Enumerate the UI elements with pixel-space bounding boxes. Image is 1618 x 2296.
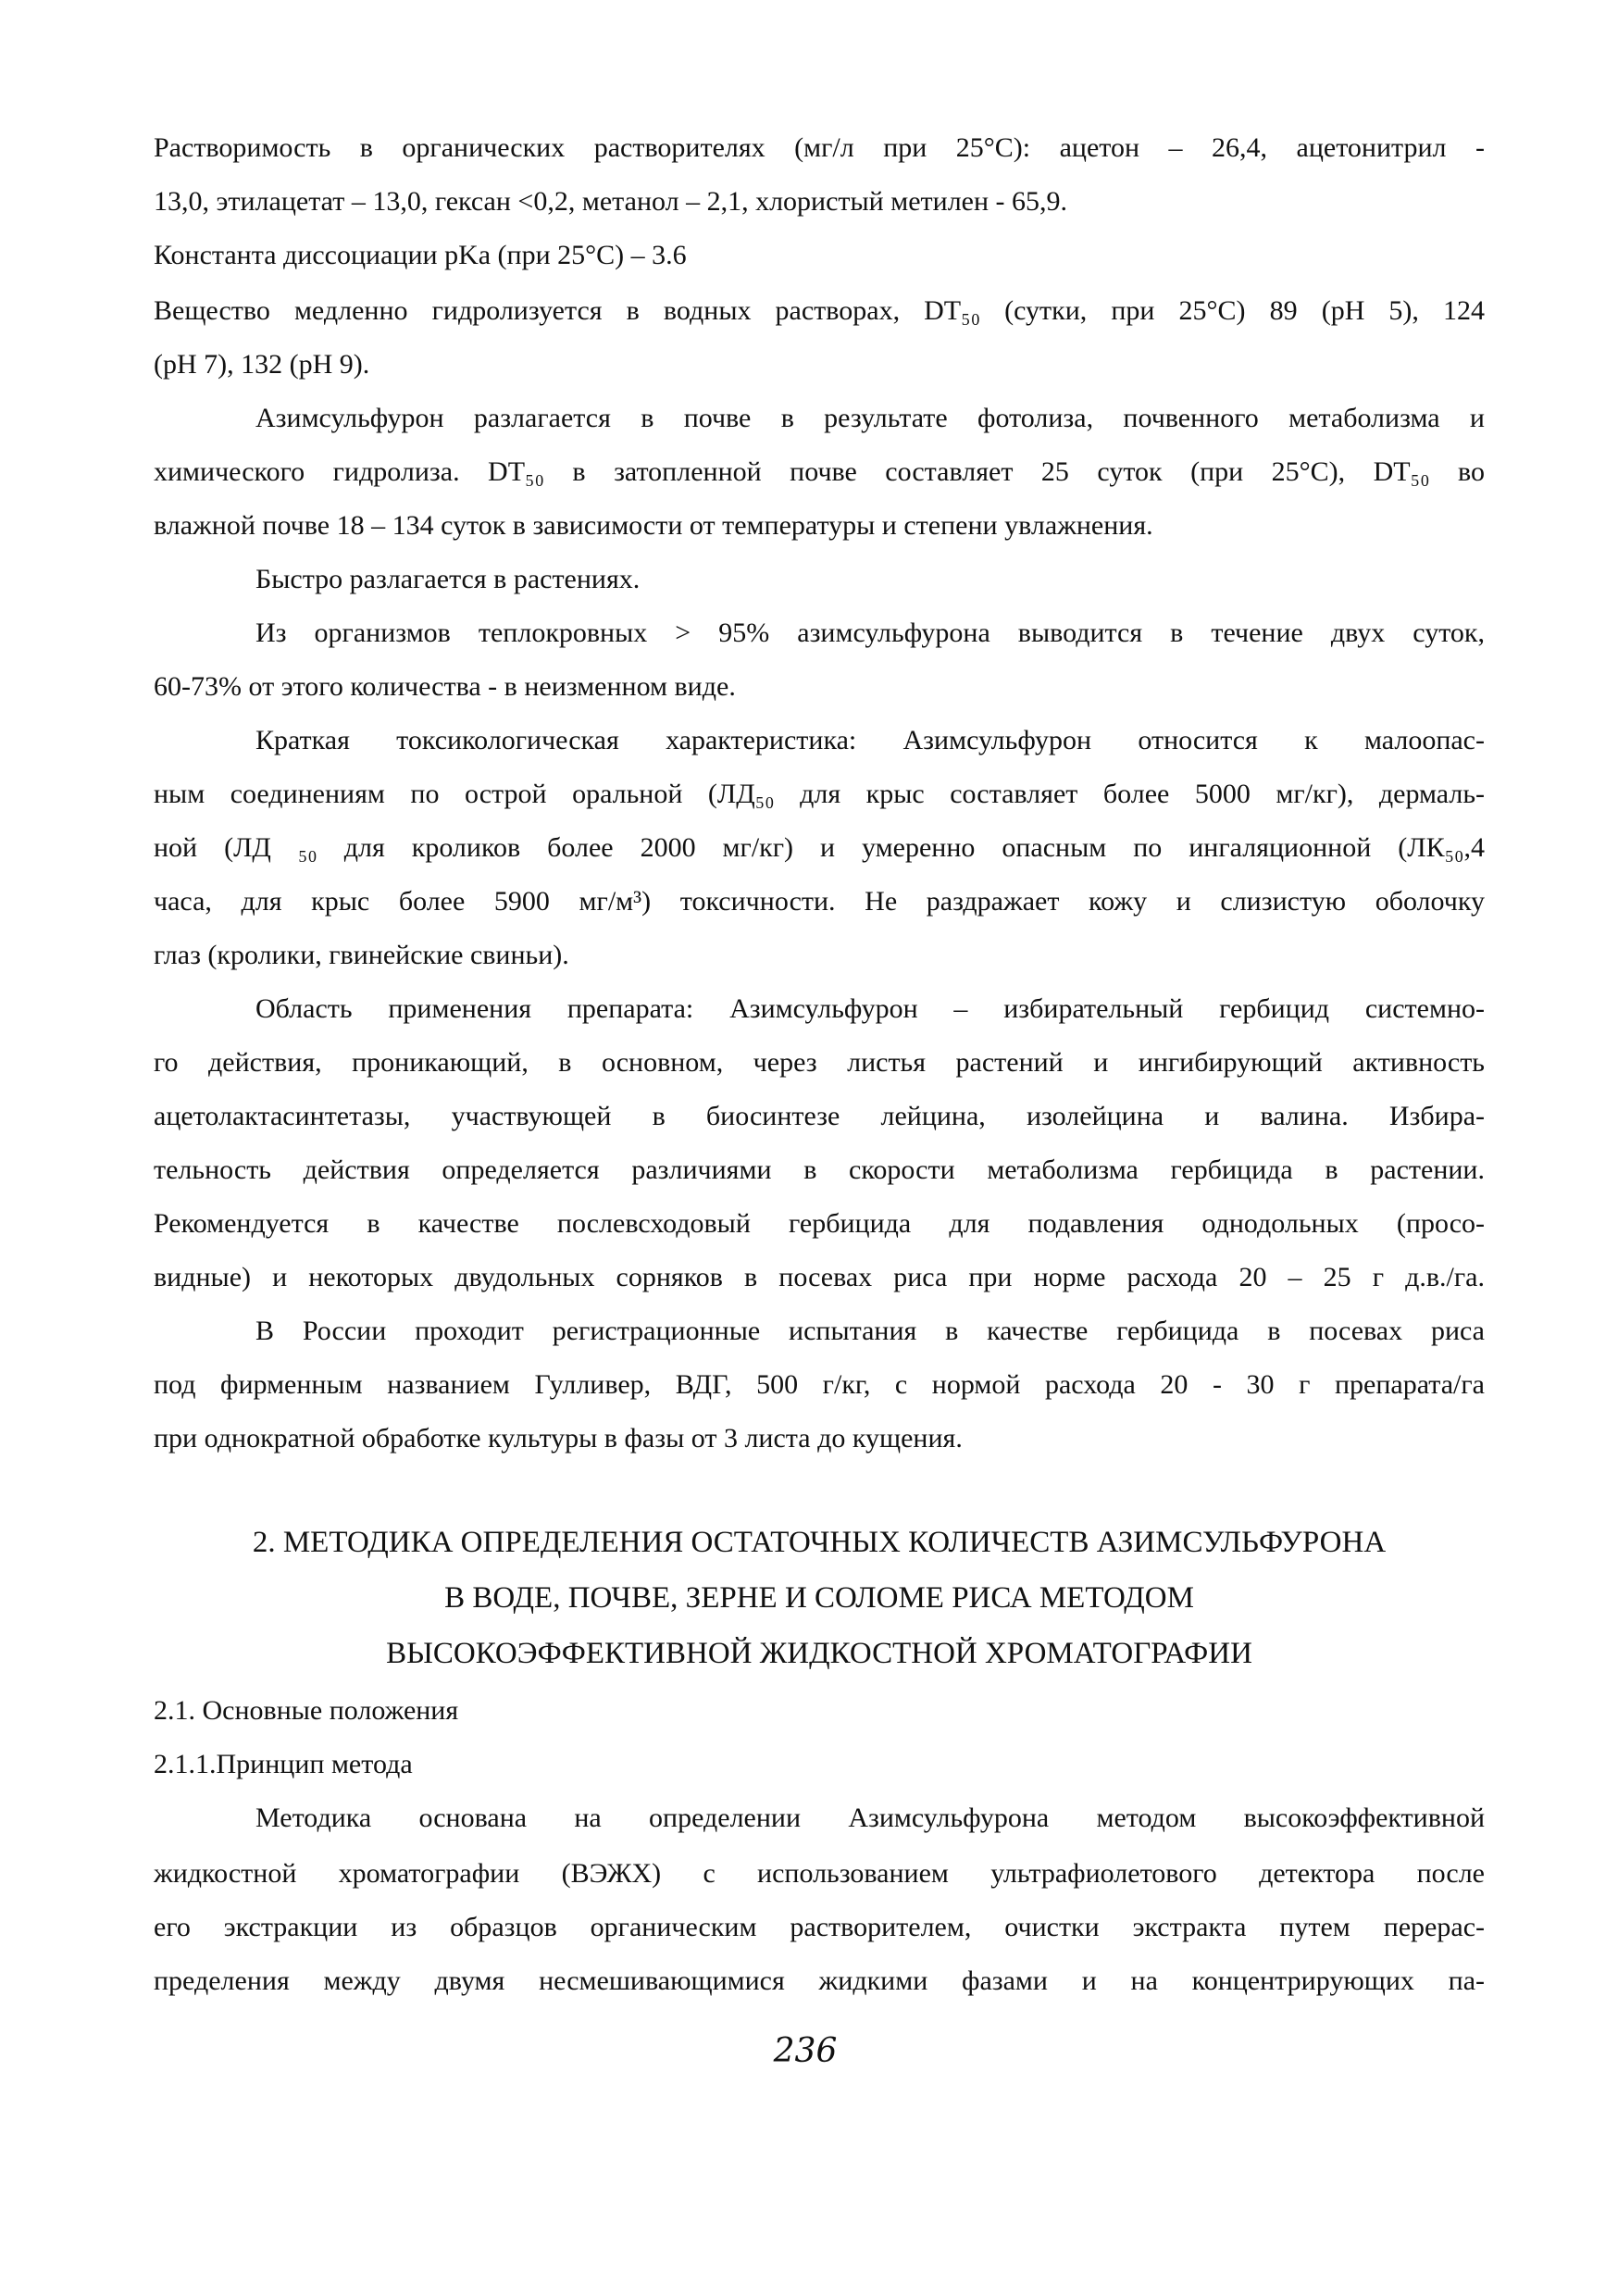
text-line: Методика основана на определении Азимсульфурона методом высокоэффективной [255, 1803, 1485, 1833]
text-line: влажной почве 18 – 134 суток в зависимости от температуры и степени увлажнения. [154, 510, 1153, 541]
text-line: ацетолактасинтетазы, участвующей в биосинтезе лейцина, изолейцина и валина. Избира- [154, 1101, 1485, 1131]
text-line: Быстро разлагается в растениях. [255, 564, 641, 594]
text-line: ным соединениям по острой оральной (ЛД₅₀ для крыс составляет более 5000 мг/кг), дермаль- [154, 779, 1485, 809]
text-line: Растворимость в органических растворителях (мг/л при 25°С): ацетон – 26,4, ацетонитрил - [154, 132, 1485, 163]
section-heading: ВЫСОКОЭФФЕКТИВНОЙ ЖИДКОСТНОЙ ХРОМАТОГРАФИИ [386, 1637, 1252, 1670]
text-line: 13,0, этилацетат – 13,0, гексан <0,2, метанол – 2,1, хлористый метилен - 65,9. [154, 186, 1068, 217]
text-line: Вещество медленно гидролизуется в водных растворах, DT₅₀ (сутки, при 25°С) 89 (рН 5), 124 [154, 295, 1485, 326]
text-line: Константа диссоциации pKa (при 25°С) – 3.6 [154, 240, 687, 270]
text-line: го действия, проникающий, в основном, через листья растений и ингибирующий активность [154, 1047, 1485, 1078]
text-line: его экстракции из образцов органическим растворителем, очистки экстракта путем перерас- [154, 1912, 1485, 1942]
text-line: Рекомендуется в качестве послевсходовый гербицида для подавления однодольных (просо- [154, 1208, 1485, 1239]
text-line: тельность действия определяется различиями в скорости метаболизма гербицида в растении. [154, 1154, 1485, 1185]
text-line: В России проходит регистрационные испытания в качестве гербицида в посевах риса [255, 1316, 1485, 1346]
text-line: пределения между двумя несмешивающимися жидкими фазами и на концентрирующих па- [154, 1965, 1485, 1996]
text-line: ной (ЛД ₅₀ для кроликов более 2000 мг/кг) и умеренно опасным по ингаляционной (ЛК₅₀,4 [154, 832, 1485, 863]
text-line: глаз (кролики, гвинейские свиньи). [154, 940, 569, 970]
text-line: жидкостной хроматографии (ВЭЖХ) с использованием ультрафиолетового детектора после [154, 1858, 1485, 1889]
page-number: 236 [773, 2032, 838, 2070]
subsection-title: 2.1.1.Принцип метода [154, 1749, 413, 1779]
section-heading: В ВОДЕ, ПОЧВЕ, ЗЕРНЕ И СОЛОМЕ РИСА МЕТОДОМ [444, 1581, 1194, 1615]
text-line: под фирменным названием Гулливер, ВДГ, 500 г/кг, с нормой расхода 20 - 30 г препарата/га [154, 1369, 1485, 1400]
text-line: Краткая токсикологическая характеристика: Азимсульфурон относится к малоопас- [255, 725, 1485, 755]
text-line: при однократной обработке культуры в фазы от 3 листа до кущения. [154, 1423, 963, 1454]
text-line: Азимсульфурон разлагается в почве в результате фотолиза, почвенного метаболизма и [255, 403, 1485, 433]
text-line: 60-73% от этого количества - в неизменном виде. [154, 671, 736, 702]
text-line: Область применения препарата: Азимсульфурон – избирательный гербицид системно- [255, 993, 1485, 1024]
text-line: видные) и некоторых двудольных сорняков в посевах риса при норме расхода 20 – 25 г д.в./га. [154, 1262, 1485, 1292]
subsection-title: 2.1. Основные положения [154, 1695, 459, 1726]
text-line: часа, для крыс более 5900 мг/м³) токсичности. Не раздражает кожу и слизистую оболочку [154, 886, 1485, 917]
text-line: химического гидролиза. DT₅₀ в затопленной почве составляет 25 суток (при 25°С), DT₅₀ во [154, 456, 1485, 487]
section-heading: 2. МЕТОДИКА ОПРЕДЕЛЕНИЯ ОСТАТОЧНЫХ КОЛИЧЕСТВ АЗИМСУЛЬФУРОНА [252, 1526, 1387, 1559]
text-line: Из организмов теплокровных > 95% азимсульфурона выводится в течение двух суток, [255, 618, 1485, 648]
text-line: (рН 7), 132 (рН 9). [154, 349, 370, 380]
